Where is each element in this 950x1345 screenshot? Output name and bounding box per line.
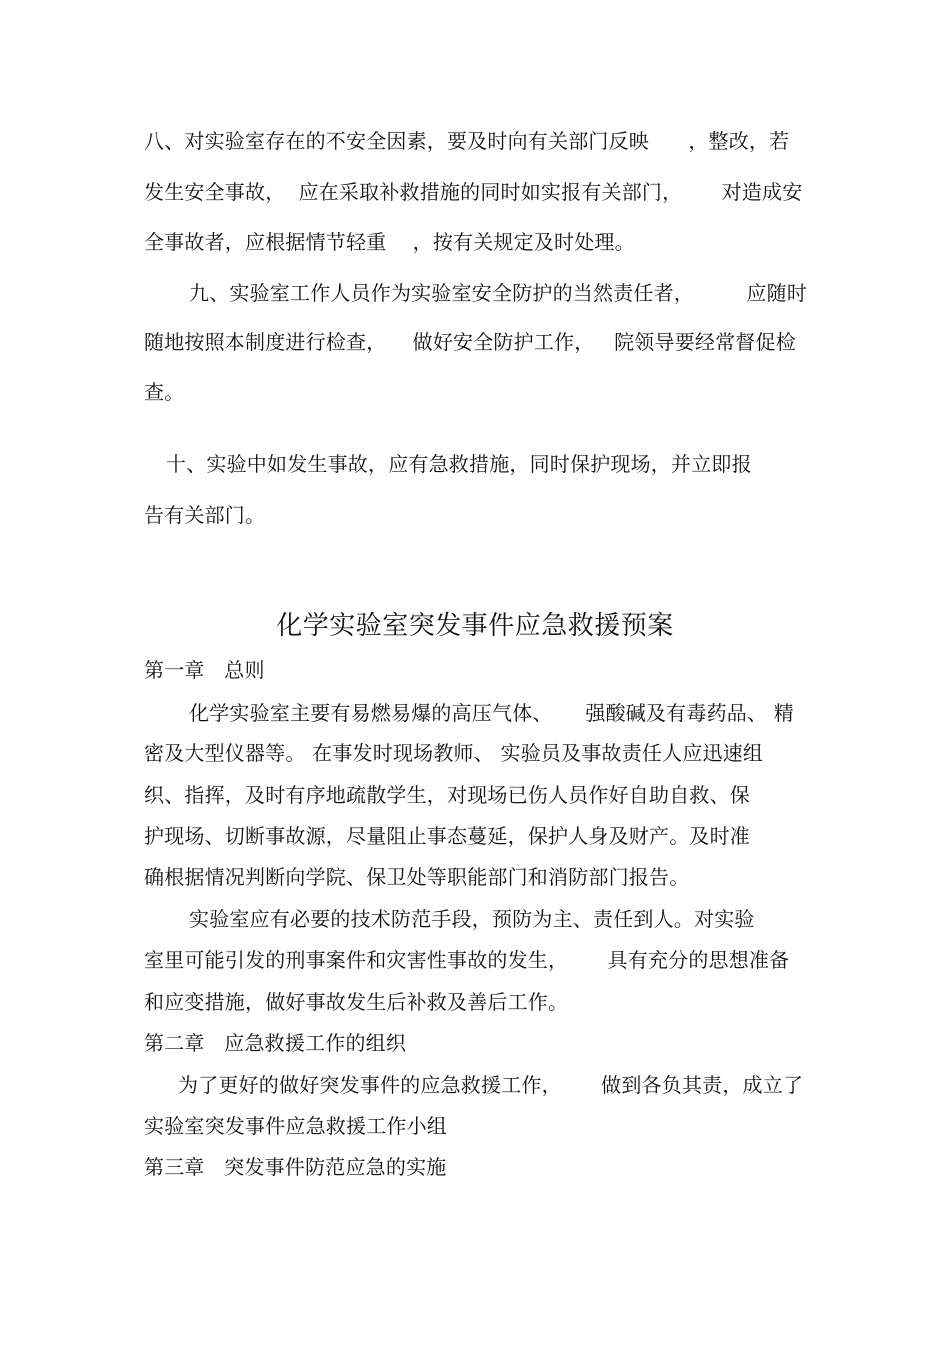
ch1-p1-line-1: 化学实验室主要有易燃易爆的高压气体、 强酸碱及有毒药品、 精 — [189, 701, 794, 725]
item9-line-1: 九、实验室工作人员作为实验室安全防护的当然责任者， 应随时 — [189, 281, 808, 305]
ch1-p1-line-3: 织、指挥，及时有序地疏散学生，对现场已伤人员作好自助自救、保 — [144, 783, 750, 807]
ch2-p1-line-2: 实验室突发事件应急救援工作小组 — [144, 1114, 447, 1138]
item10-line-1: 十、实验中如发生事故，应有急救措施，同时保护现场，并立即报 — [166, 452, 752, 476]
ch1-p2-line-3: 和应变措施，做好事故发生后补救及善后工作。 — [144, 990, 569, 1014]
item10-line-2: 告有关部门。 — [144, 503, 266, 527]
ch1-p1-line-4: 护现场、切断事故源，尽量阻止事态蔓延，保护人身及财产。及时准 — [144, 824, 750, 848]
ch1-p1-line-5: 确根据情况判断向学院、保卫处等职能部门和消防部门报告。 — [144, 865, 690, 889]
ch2-p1-line-1: 为了更好的做好突发事件的应急救援工作， 做到各负其责，成立了 — [178, 1073, 804, 1097]
item9-line-2: 随地按照本制度进行检查， 做好安全防护工作， 院领导要经常督促检 — [144, 330, 796, 354]
item8-line-1: 八、对实验室存在的不安全因素，要及时向有关部门反映 ，整改，若 — [144, 129, 790, 153]
item9-line-3: 查。 — [144, 380, 185, 404]
ch1-p1-line-2: 密及大型仪器等。 在事发时现场教师、 实验员及事故责任人应迅速组 — [144, 741, 764, 765]
ch1-p2-line-2: 室里可能引发的刑事案件和灾害性事故的发生， 具有充分的思想准备 — [144, 948, 790, 972]
ch1-p2-line-1: 实验室应有必要的技术防范手段，预防为主、责任到人。对实验 — [189, 907, 755, 931]
chapter1-heading: 第一章 总则 — [144, 658, 265, 682]
item8-line-3: 全事故者，应根据情节轻重 ，按有关规定及时处理。 — [144, 230, 635, 254]
chapter2-heading: 第二章 应急救援工作的组织 — [144, 1031, 407, 1055]
document-title: 化学实验室突发事件应急救援预案 — [276, 611, 674, 641]
chapter3-heading: 第三章 突发事件防范应急的实施 — [144, 1155, 447, 1179]
item8-line-2: 发生安全事故， 应在采取补救措施的同时如实报有关部门， 对造成安 — [144, 180, 803, 204]
